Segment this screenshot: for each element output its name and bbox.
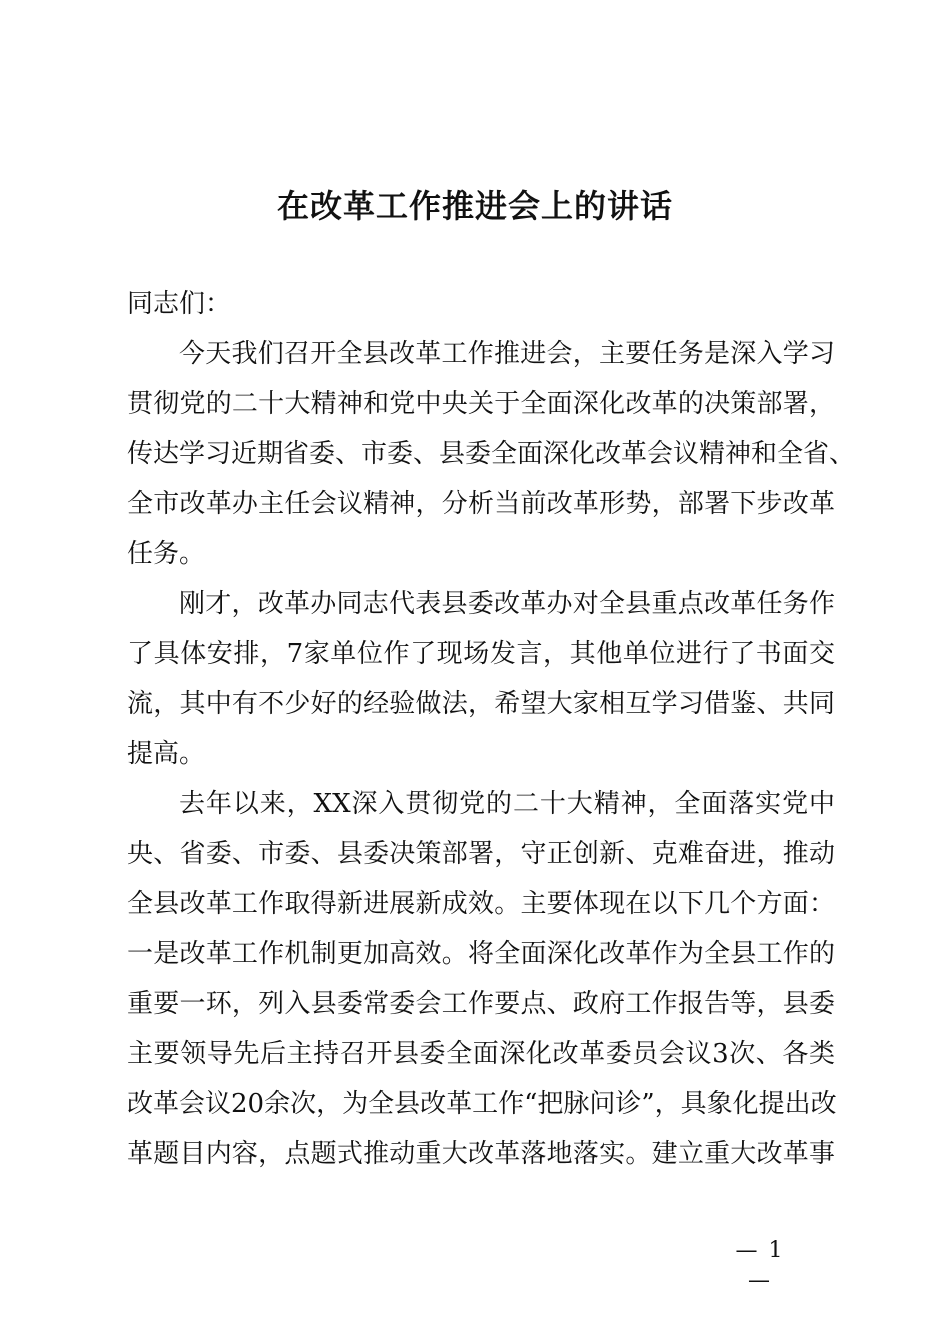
paragraph-line: 全县改革工作取得新进展新成效。主要体现在以下几个方面： xyxy=(127,889,835,919)
paragraph-line: 革题目内容，点题式推动重大改革落地落实。建立重大改革事 xyxy=(127,1139,835,1169)
paragraph-line: 重要一环，列入县委常委会工作要点、政府工作报告等，县委 xyxy=(127,989,835,1019)
paragraph-line: 全市改革办主任会议精神，分析当前改革形势，部署下步改革 xyxy=(127,489,835,519)
paragraph-line: 今天我们召开全县改革工作推进会，主要任务是深入学习 xyxy=(179,339,835,369)
paragraph-line: 了具体安排，7家单位作了现场发言，其他单位进行了书面交 xyxy=(127,639,835,669)
document-body xyxy=(127,279,856,1179)
paragraph-line: 提高。 xyxy=(127,739,206,769)
salutation: 同志们： xyxy=(127,289,232,319)
document-title: 在改革工作推进会上的讲话 xyxy=(276,187,673,225)
page-number: — 1 — xyxy=(735,1238,785,1293)
paragraph-line: 贯彻党的二十大精神和党中央关于全面深化改革的决策部署， xyxy=(127,389,835,419)
paragraph-line: 传达学习近期省委、市委、县委全面深化改革会议精神和全省、 xyxy=(127,439,856,469)
paragraph-line: 一是改革工作机制更加高效。将全面深化改革作为全县工作的 xyxy=(127,939,835,969)
paragraph-line: 央、省委、市委、县委决策部署，守正创新、克难奋进，推动 xyxy=(127,839,835,869)
paragraph-line: 刚才，改革办同志代表县委改革办对全县重点改革任务作 xyxy=(179,589,835,619)
paragraph-line: 任务。 xyxy=(127,539,206,569)
paragraph-line: 流，其中有不少好的经验做法，希望大家相互学习借鉴、共同 xyxy=(127,689,835,719)
paragraph-line: 去年以来，XX深入贯彻党的二十大精神，全面落实党中 xyxy=(179,789,835,819)
paragraph-line: 主要领导先后主持召开县委全面深化改革委员会议3次、各类 xyxy=(127,1039,835,1069)
paragraph-line: 改革会议20余次，为全县改革工作“把脉问诊”，具象化提出改 xyxy=(127,1089,837,1119)
